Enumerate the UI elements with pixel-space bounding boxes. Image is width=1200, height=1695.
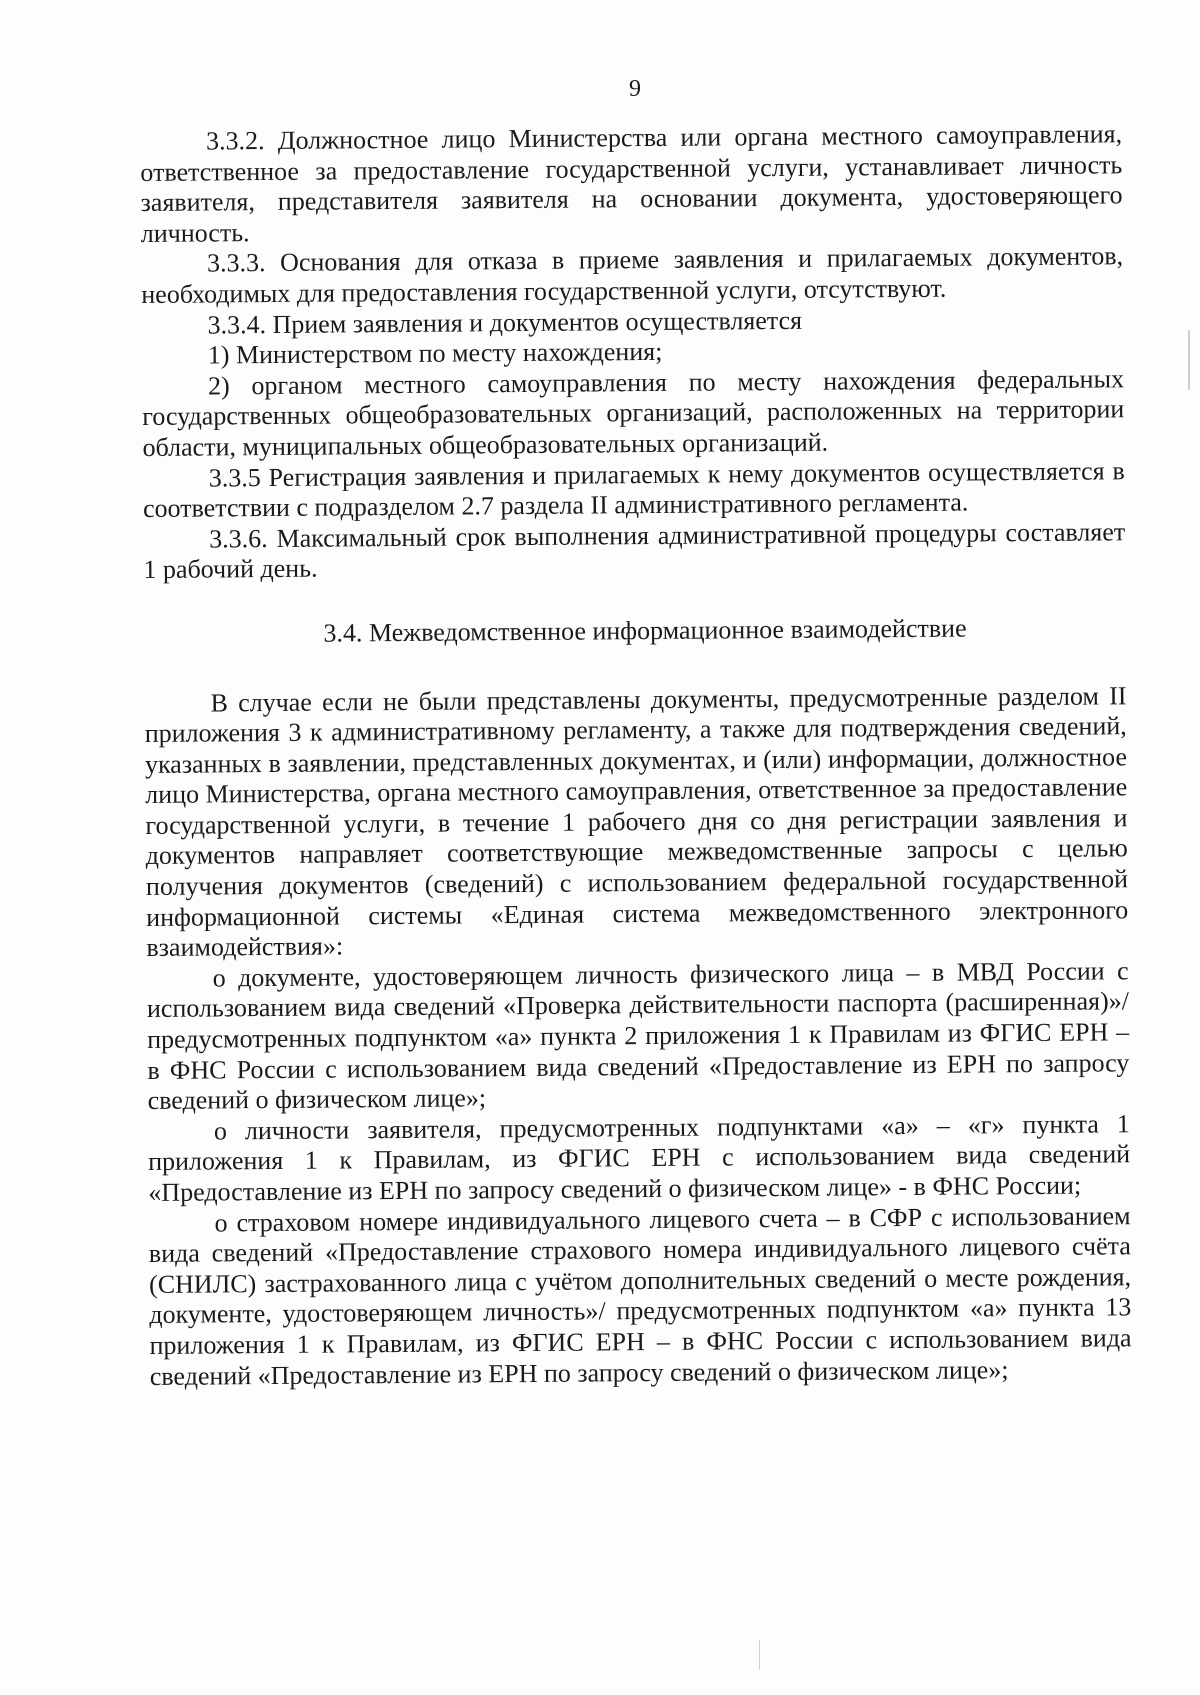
page-number: 9	[629, 76, 641, 102]
scan-artifact	[759, 1640, 760, 1670]
paragraph-3-3-4: 3.3.4. Прием заявления и документов осуществляется	[207, 305, 803, 340]
paragraph-3-3-3: 3.3.3. Основания для отказа в приеме заявления и прилагаемых документов, необходимых для предоставления государственной услуги, отсутствуют.	[141, 241, 1124, 309]
paragraph-3-3-6: 3.3.6. Максимальный срок выполнения административной процедуры составляет 1 рабочий день.	[143, 516, 1126, 585]
paragraph-3-3-5: 3.3.5 Регистрация заявления и прилагаемых к нему документов осуществляется в соответствии с подразделом 2.7 раздела II административного регламента.	[142, 455, 1125, 524]
section-paragraph: о документе, удостоверяющем личность физического лица – в МВД России с использованием вида сведений «Проверка действительности паспорта (расширенная)»/предусмотренных подпунктом «а» пункта 2 приложения 1 к Правилам из ФГИС ЕРН – в ФНС России с использованием вида сведений «Предоставление из ЕРН по запросу сведений о физическом лице»;	[146, 956, 1130, 1116]
document-body	[140, 119, 1132, 1392]
section-heading-3-4: 3.4. Межведомственное информационное взаимодействие	[323, 613, 967, 648]
section-paragraph: В случае если не были представлены документы, предусмотренные разделом II приложения 3 к административному регламенту, а также для подтверждения сведений, указанных в заявлении, представленных документах, и (или) информации, должностное лицо Министерства, органа местного самоуправления, ответственное за предоставление государственной услуги, в течение 1 рабочего дня со дня регистрации заявления и документов направляет соответствующие межведомственные запросы с целью получения документов (сведений) с использованием федеральной государственной информационной системы «Единая система межведомственного электронного взаимодействия»:	[144, 680, 1129, 963]
paragraph-3-3-2: 3.3.2. Должностное лицо Министерства или органа местного самоуправления, ответственное за предоставление государственной услуги, устанавливает личность заявителя, представителя заявителя на основании документа, удостоверяющего личность.	[140, 119, 1123, 248]
section-paragraph: о личности заявителя, предусмотренных подпунктами «а» – «г» пункта 1 приложения 1 к Правилам, из ФГИС ЕРН с использованием вида сведений «Предоставление из ЕРН по запросу сведений о физическом лице» - в ФНС России;	[148, 1109, 1131, 1207]
section-paragraph: о страховом номере индивидуального лицевого счета – в СФР с использованием вида сведений «Предоставление страхового номера индивидуального лицевого счёта (СНИЛС) застрахованного лица с учётом дополнительных сведений о месте рождения, документе, удостоверяющем личность»/ предусмотренных подпунктом «а» пункта 13 приложения 1 к Правилам, из ФГИС ЕРН – в ФНС России с использованием вида сведений «Предоставление из ЕРН по запросу сведений о физическом лице»;	[148, 1200, 1132, 1391]
list-item-1: 1) Министерством по месту нахождения;	[207, 337, 663, 370]
scan-artifact	[1188, 330, 1190, 390]
list-item-2: 2) органом местного самоуправления по месту нахождения федеральных государственных общеобразовательных организаций, расположенных на территории области, муниципальных общеобразовательных организаций.	[142, 364, 1125, 462]
